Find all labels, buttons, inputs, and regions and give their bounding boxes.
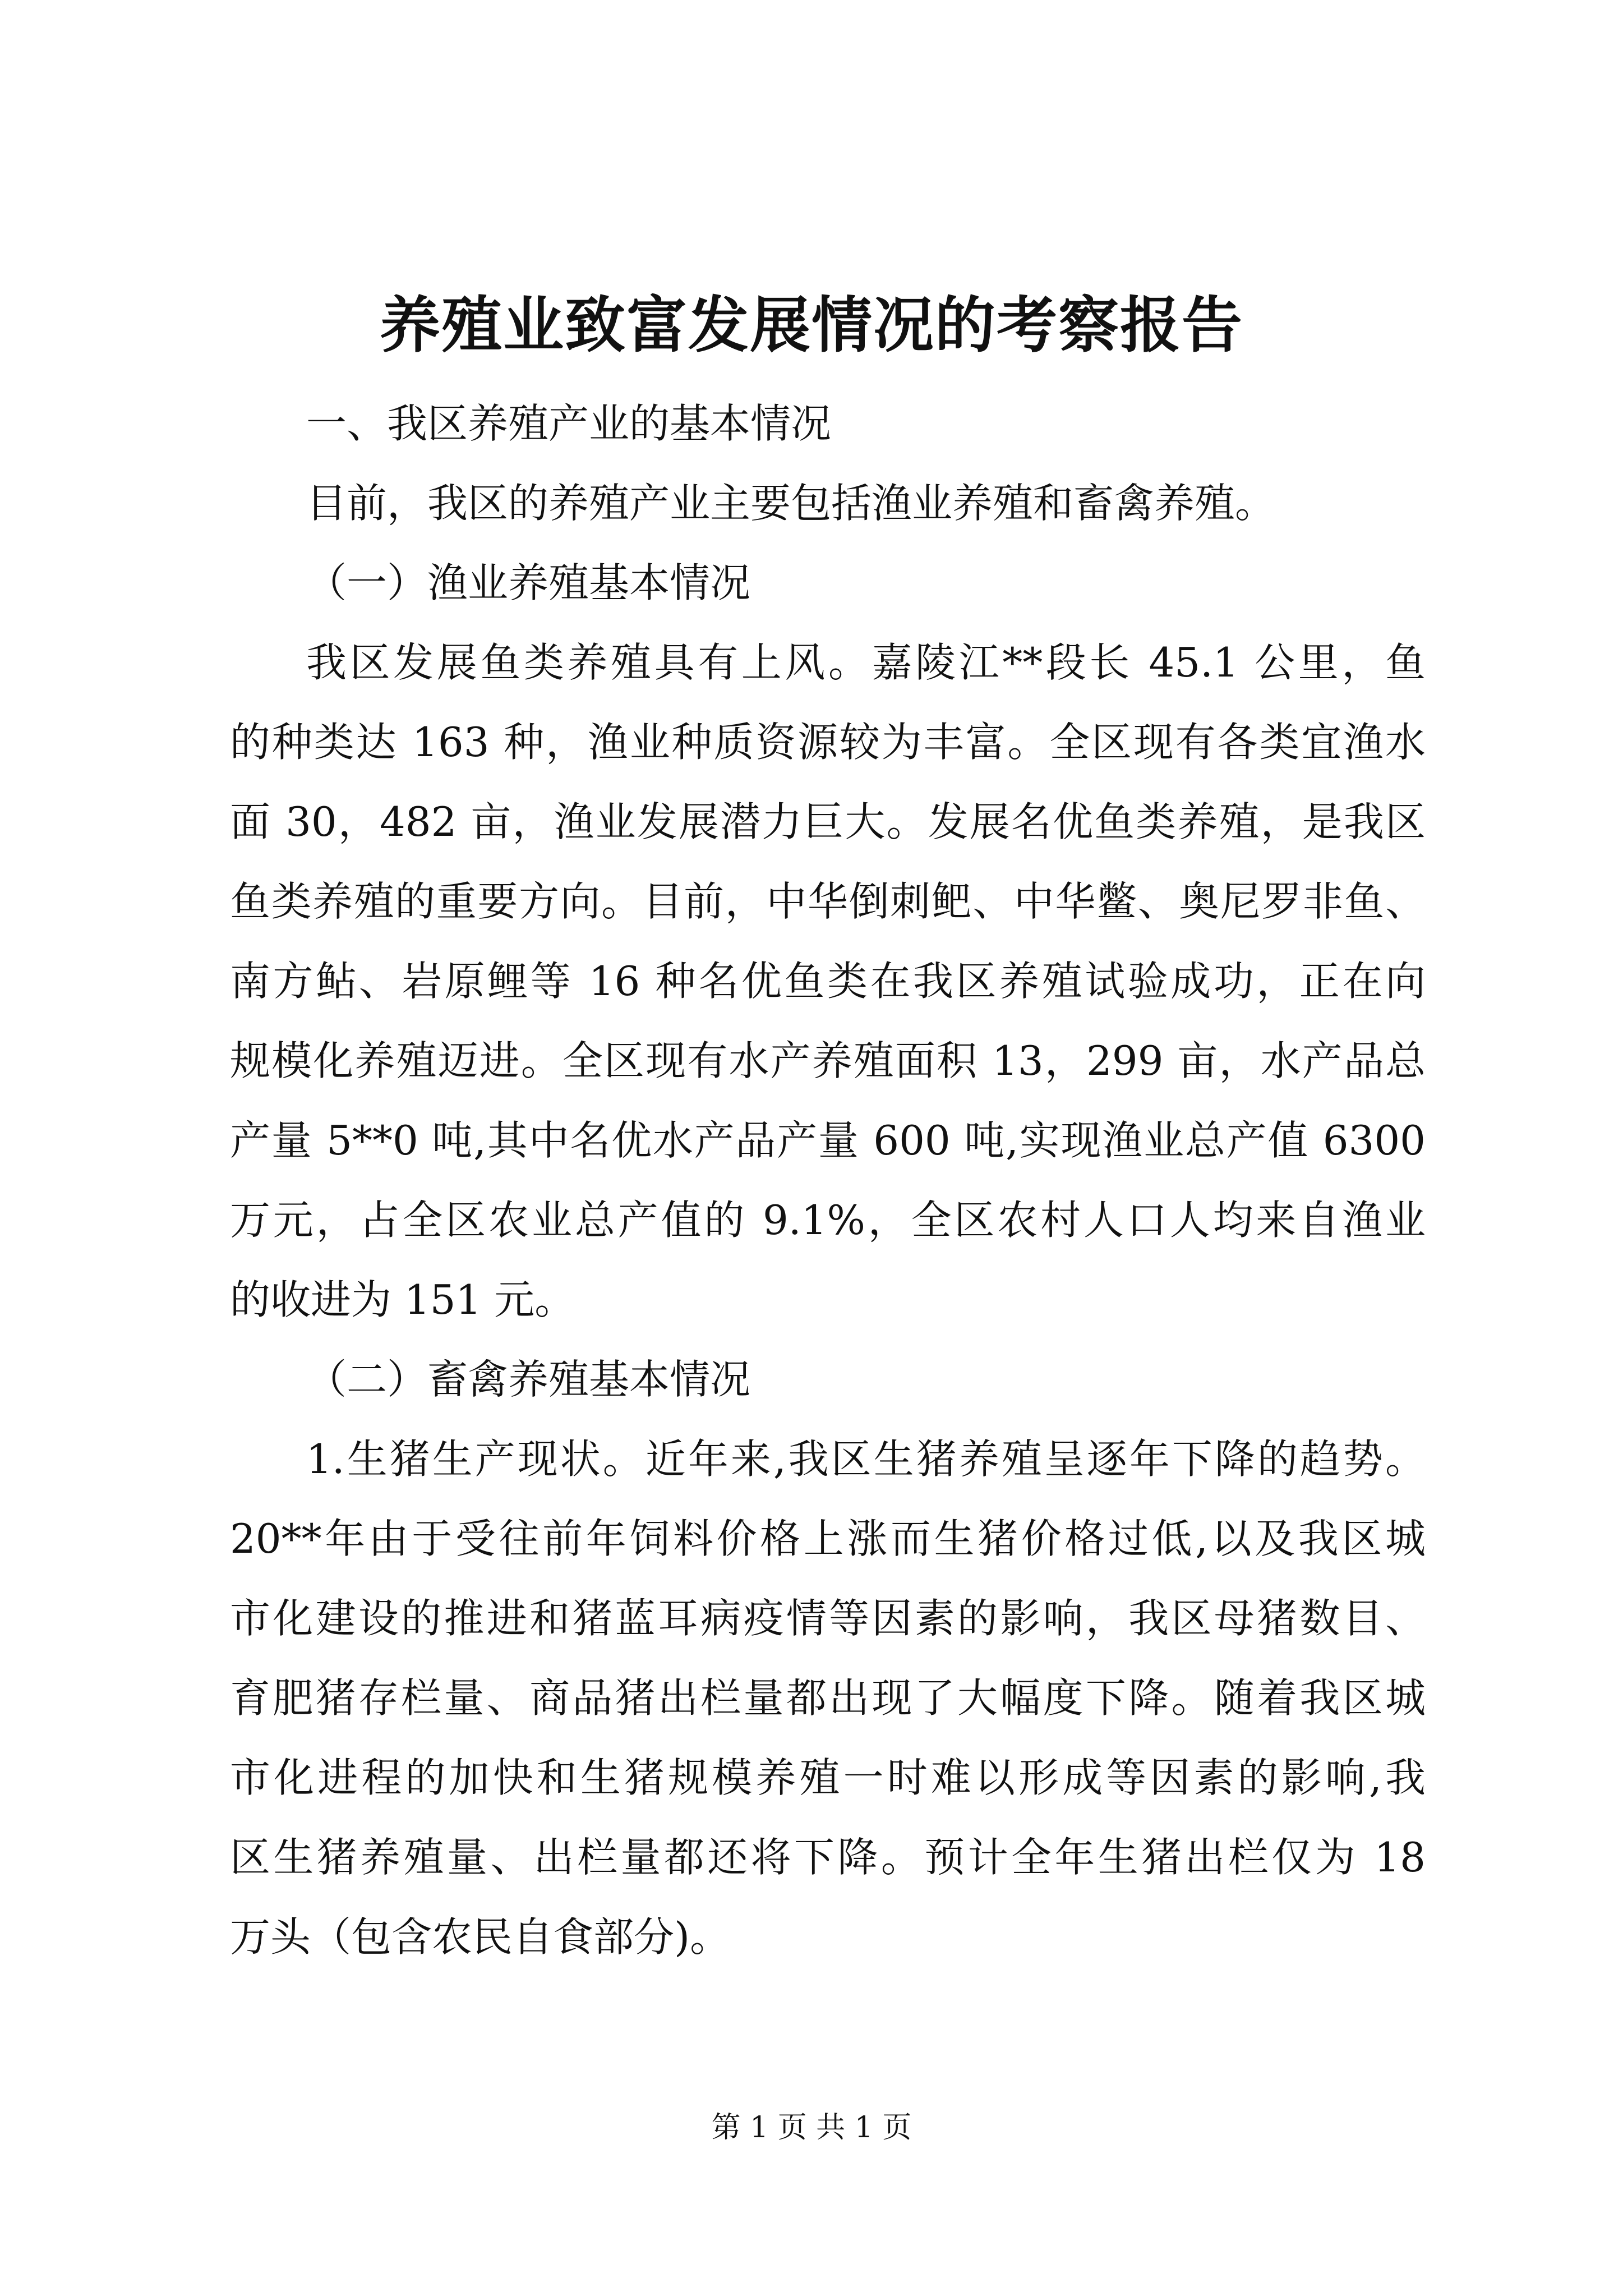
subsection-heading-1: （一）渔业养殖基本情况	[306, 559, 751, 606]
subsection-heading-2: （二）畜禽养殖基本情况	[306, 1356, 751, 1403]
section-heading-1: 一、我区养殖产业的基本情况	[306, 400, 832, 447]
paragraph-line: 目前，我区的养殖产业主要包括渔业养殖和畜禽养殖。	[306, 480, 1276, 527]
paragraph-line: 南方鲇、岩原鲤等 16 种名优鱼类在我区养殖试验成功，正在向	[230, 958, 1426, 1005]
paragraph-line: 的收进为 151 元。	[230, 1276, 575, 1323]
page-footer: 第 1 页 共 1 页	[711, 2111, 912, 2145]
paragraph-line: 万头（包含农民自食部分)。	[230, 1913, 731, 1961]
paragraph-line: 市化进程的加快和生猪规模养殖一时难以形成等因素的影响,我	[230, 1754, 1426, 1801]
paragraph-line: 我区发展鱼类养殖具有上风。嘉陵江**段长 45.1 公里，鱼	[306, 639, 1426, 686]
paragraph-line: 规模化养殖迈进。全区现有水产养殖面积 13，299 亩，水产品总	[230, 1037, 1426, 1084]
paragraph-line: 1.生猪生产现状。近年来,我区生猪养殖呈逐年下降的趋势。	[306, 1435, 1426, 1483]
paragraph-line: 产量 5**0 吨,其中名优水产品产量 600 吨,实现渔业总产值 6300	[230, 1117, 1426, 1164]
paragraph-line: 面 30，482 亩，渔业发展潜力巨大。发展名优鱼类养殖，是我区	[230, 798, 1426, 845]
paragraph-line: 鱼类养殖的重要方向。目前，中华倒刺鲃、中华鳖、奥尼罗非鱼、	[230, 878, 1426, 925]
paragraph-line: 育肥猪存栏量、商品猪出栏量都出现了大幅度下降。随着我区城	[230, 1674, 1426, 1722]
paragraph-line: 区生猪养殖量、出栏量都还将下降。预计全年生猪出栏仅为 18	[230, 1834, 1426, 1881]
paragraph-line: 万元，占全区农业总产值的 9.1%，全区农村人口人均来自渔业	[230, 1197, 1426, 1244]
paragraph-line: 20**年由于受往前年饲料价格上涨而生猪价格过低,以及我区城	[230, 1515, 1426, 1562]
paragraph-line: 的种类达 163 种，渔业种质资源较为丰富。全区现有各类宜渔水	[230, 719, 1426, 766]
paragraph-line: 市化建设的推进和猪蓝耳病疫情等因素的影响，我区母猪数目、	[230, 1595, 1426, 1642]
document-title: 养殖业致富发展情况的考察报告	[379, 290, 1243, 361]
